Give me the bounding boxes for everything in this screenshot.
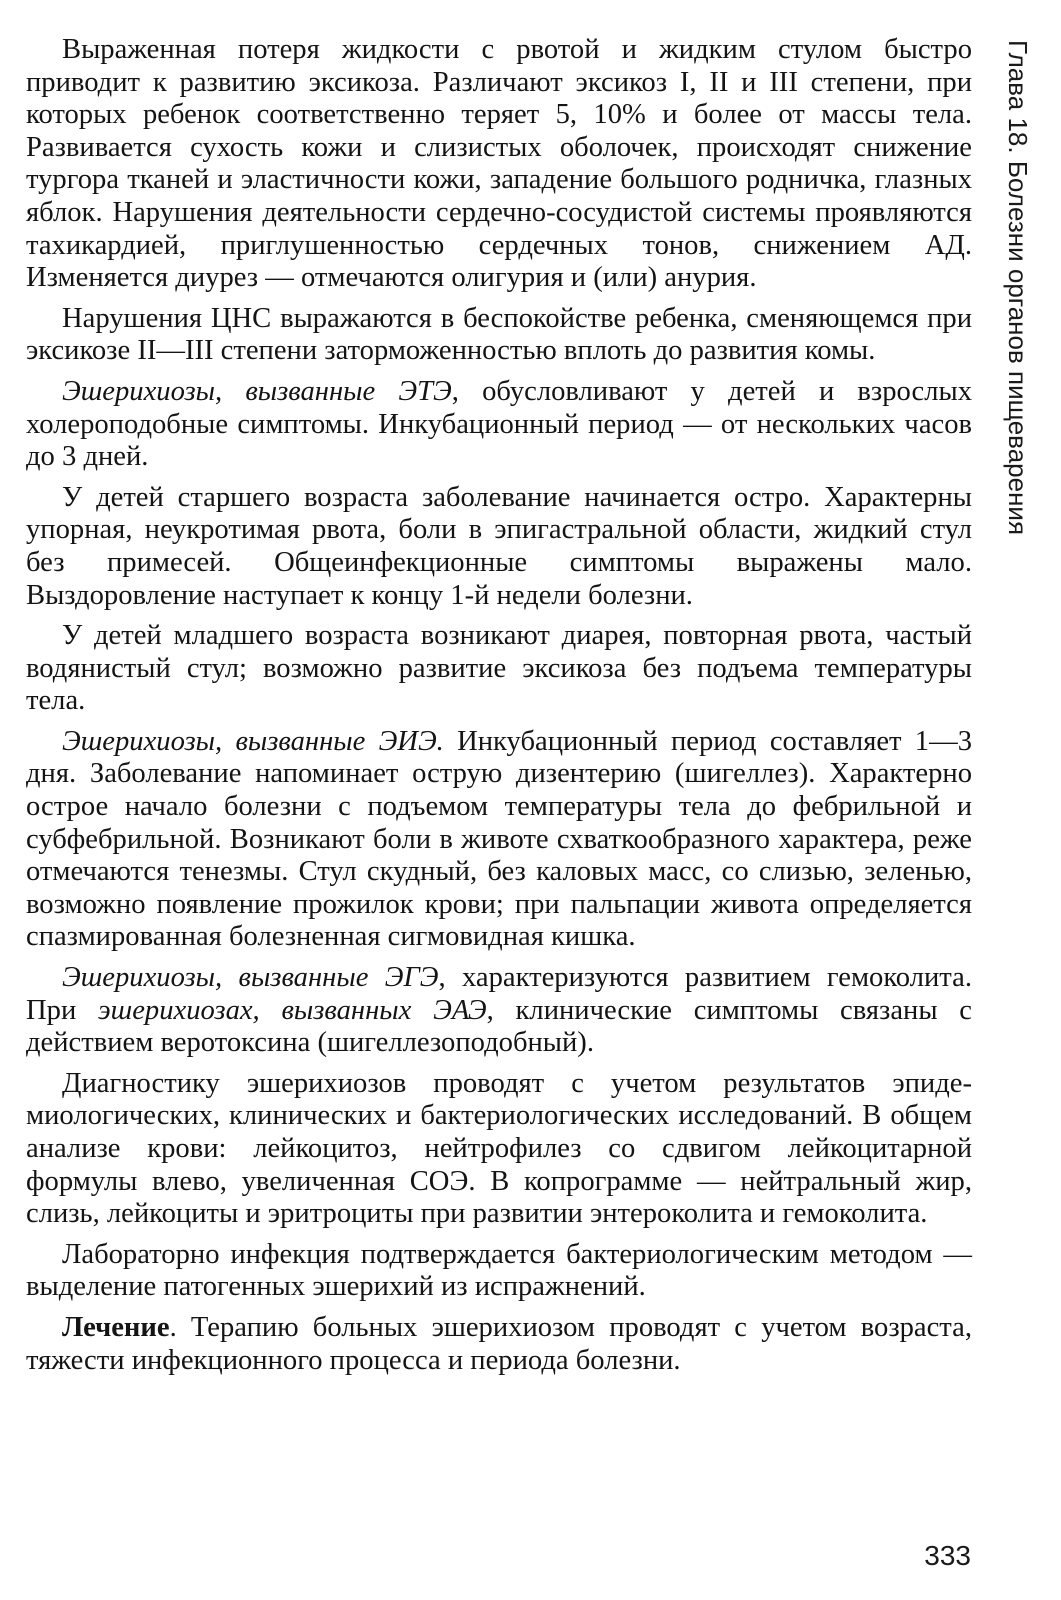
paragraph-lead-bold: Лечение — [62, 1311, 170, 1343]
paragraph-text: Инкубационный период составляет 1—3 дня. Заболевание напоминает острую дизентерию (шигеллез). Характерно острое начало болезни с подъемом температуры тела до фебрильной и субфебрильной. Возникают боли в животе схваткообразного характера, реже отмечаются тенезмы. Стул скудный, без каловых масс, со слизью, зеленью, возможно появление прожилок крови; при пальпации живота определяется спазмированная болезненная сигмовидная кишка. — [26, 725, 972, 953]
paragraph-ege — [26, 962, 972, 1060]
paragraph-eie — [26, 726, 972, 954]
paragraph-diagnostics — [26, 1068, 972, 1231]
paragraph-lead-italic: Эшерихиозы, вызванные ЭИЭ. — [62, 725, 444, 757]
paragraph-text: . Терапию больных эшерихиозом проводят с учетом возраста, тяжести инфекционного процесса и периода болезни. — [26, 1311, 972, 1376]
paragraph-text: У детей младшего возраста возникают диарея, повторная рвота, частый водянистый стул; возможно развитие эксикоза без подъема температуры тела. — [26, 620, 972, 717]
paragraph-exsicosis — [26, 34, 972, 295]
paragraph-lead-italic: Эшерихиозы, вызванные ЭГЭ — [62, 962, 439, 994]
page-number: 333 — [924, 1540, 971, 1571]
paragraph-cns — [26, 303, 972, 368]
paragraph-lead-italic: Эшерихиозы, вызванные ЭТЭ — [62, 375, 452, 407]
paragraph-text: Нарушения ЦНС выражаются в беспокойстве ребенка, сменяющемся при эксикозе II—III степени заторможенностью вплоть до развития комы. — [26, 302, 972, 367]
paragraph-lab-confirmation — [26, 1239, 972, 1304]
paragraph-text: Выраженная потеря жидкости с рвотой и жидким стулом быстро приводит к развитию эксикоза. Различают эксикоз I, II и III степени, при которых ребенок соответственно теряет 5, 10% и более от массы тела. Развивается сухость кожи и слизистых оболочек, происходят снижение тургора тканей и эластичности кожи, западение большого родничка, глазных яблок. Нарушения деятельности сердечно-сосудистой системы проявляются тахикардией, приглушенностью сердечных тонов, снижением АД. Изменяется диурез — отмечаются олигурия и (или) анурия. — [26, 34, 972, 294]
paragraph-text: Лабораторно инфекция подтверждается бактериологическим методом — выделение патогенных эшерихий из испражнений. — [26, 1238, 972, 1303]
running-head: Глава 18. Болезни органов пищеварения — [1003, 40, 1033, 536]
paragraph-text: , обусловливают у детей и взрослых холероподобные симптомы. Инкубационный период — от нескольких часов до 3 дней. — [26, 375, 972, 473]
paragraph-text: Диагностику эшерихиозов проводят с учетом результатов эпидемиологических, клинических и бактериологических исследований. В общем анализе крови: лейкоцитоз, нейтрофилез со сдвигом лейкоцитарной формулы влево, увеличенная СОЭ. В копрограмме — нейтральный жир, слизь, лейкоциты и эритроциты при развитии энтероколита и гемоколита. — [26, 1067, 972, 1230]
paragraph-ete — [26, 376, 972, 474]
body-text — [26, 34, 972, 1377]
paragraph-text: , клинические симптомы связаны с действием веротоксина (шигеллезоподобный). — [26, 994, 972, 1059]
paragraph-inline-italic: эшерихиозах, вызванных ЭАЭ — [98, 994, 487, 1026]
paragraph-treatment — [26, 1312, 972, 1377]
paragraph-text: У детей старшего возраста заболевание начинается остро. Характерны упорная, неукротимая рвота, боли в эпигастральной области, жидкий стул без примесей. Общеинфекционные симптомы выражены мало. Выздоровление наступает к концу 1-й недели болезни. — [26, 481, 972, 611]
paragraph-text: , характеризуются развитием гемоколита. При — [26, 962, 972, 1026]
paragraph-younger-children — [26, 620, 972, 718]
paragraph-older-children — [26, 482, 972, 612]
